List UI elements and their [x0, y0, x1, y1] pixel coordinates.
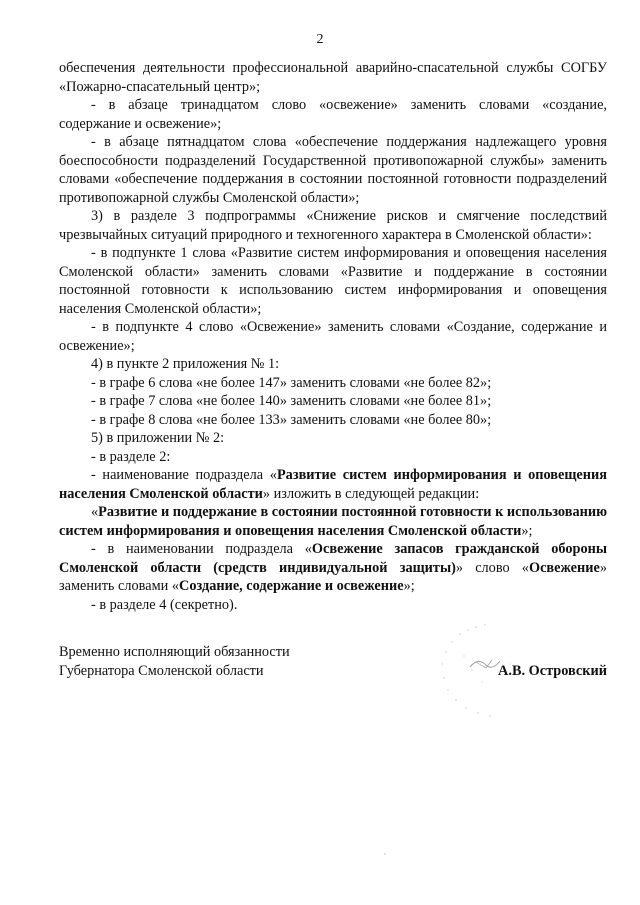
- text-fragment: - в разделе 2:: [91, 448, 171, 465]
- paragraph: [59, 318, 607, 355]
- bold-text-fragment: Создание, содержание и освежение: [179, 578, 404, 594]
- signatory-title: [59, 643, 290, 680]
- bold-text-fragment: Развитие и поддержание в состоянии постоянной готовности к использованию систем информирования и оповещения населения Смоленской области: [59, 504, 607, 539]
- text-fragment: » изложить в следующей редакции:: [262, 485, 480, 502]
- signatory-title-line-1: Временно исполняющий обязанности: [59, 644, 290, 660]
- paragraph: [59, 207, 607, 244]
- text-fragment: - наименование подраздела «: [91, 467, 277, 483]
- text-fragment: 3) в разделе 3 подпрограммы «Снижение рисков и смягчение последствий чрезвычайных ситуаций природного и техногенного характера в Смоленской области»:: [59, 208, 607, 243]
- text-fragment: 5) в приложении № 2:: [91, 430, 225, 446]
- paragraph: [59, 448, 607, 467]
- text-fragment: - в графе 6 слова «не более 147» заменить словами «не более 82»;: [91, 374, 492, 391]
- text-fragment: » заменить словами «: [59, 559, 607, 594]
- bold-text-fragment: Освежение: [528, 559, 600, 576]
- text-fragment: - в наименовании подраздела «: [91, 541, 312, 557]
- signatory-title-line-2: Губернатора Смоленской области: [59, 662, 264, 679]
- text-fragment: - в подпункте 1 слова «Развитие систем информирования и оповещения населения Смоленской области» заменить словами «Развитие и поддержание в состоянии постоянной готовности к использованию систем информирования и оповещения населения Смоленской области»;: [59, 245, 607, 317]
- text-fragment: »;: [521, 522, 533, 539]
- paragraph: [59, 244, 607, 318]
- paragraph: [59, 540, 607, 596]
- text-fragment: » слово «: [455, 559, 529, 576]
- text-fragment: - в абзаце тринадцатом слово «освежение» заменить словами «создание, содержание и освежение»;: [59, 97, 607, 132]
- paragraph: [59, 429, 607, 448]
- paragraph: [59, 374, 607, 393]
- text-fragment: «: [91, 504, 99, 520]
- stray-mark: [380, 849, 390, 859]
- text-fragment: - в разделе 4 (секретно).: [91, 596, 238, 613]
- paragraph: [59, 466, 607, 503]
- text-fragment: - в подпункте 4 слово «Освежение» заменить словами «Создание, содержание и освежение»;: [59, 319, 607, 354]
- text-fragment: обеспечения деятельности профессиональной аварийно-спасательной службы СОГБУ «Пожарно-спасательный центр»;: [59, 60, 607, 95]
- paragraph: [59, 411, 607, 430]
- paragraph: [59, 133, 607, 207]
- signatory-name: А.В. Островский: [498, 662, 607, 679]
- paragraph: [59, 355, 607, 374]
- text-fragment: - в графе 7 слова «не более 140» заменить словами «не более 81»;: [91, 393, 492, 409]
- paragraph: [59, 96, 607, 133]
- text-fragment: 4) в пункте 2 приложения № 1:: [91, 356, 280, 372]
- page-number: 2: [316, 32, 324, 47]
- text-fragment: - в абзаце пятнадцатом слова «обеспечение поддержания надлежащего уровня боеспособности подразделений Государственной противопожарной службы» заменить словами «обеспечение поддержания в состоянии постоянной готовности подразделений противопожарной службы Смоленской области»;: [59, 134, 607, 206]
- text-fragment: »;: [403, 578, 415, 594]
- bold-text-fragment: Развитие систем информирования и оповещения населения Смоленской области: [59, 467, 607, 502]
- paragraph: [59, 503, 607, 540]
- paragraph: [59, 392, 607, 411]
- document-body: [59, 59, 607, 614]
- text-fragment: - в графе 8 слова «не более 133» заменить словами «не более 80»;: [91, 411, 492, 428]
- bold-text-fragment: Освежение запасов гражданской обороны Смоленской области (средств индивидуальной защиты): [59, 541, 607, 576]
- paragraph: [59, 59, 607, 96]
